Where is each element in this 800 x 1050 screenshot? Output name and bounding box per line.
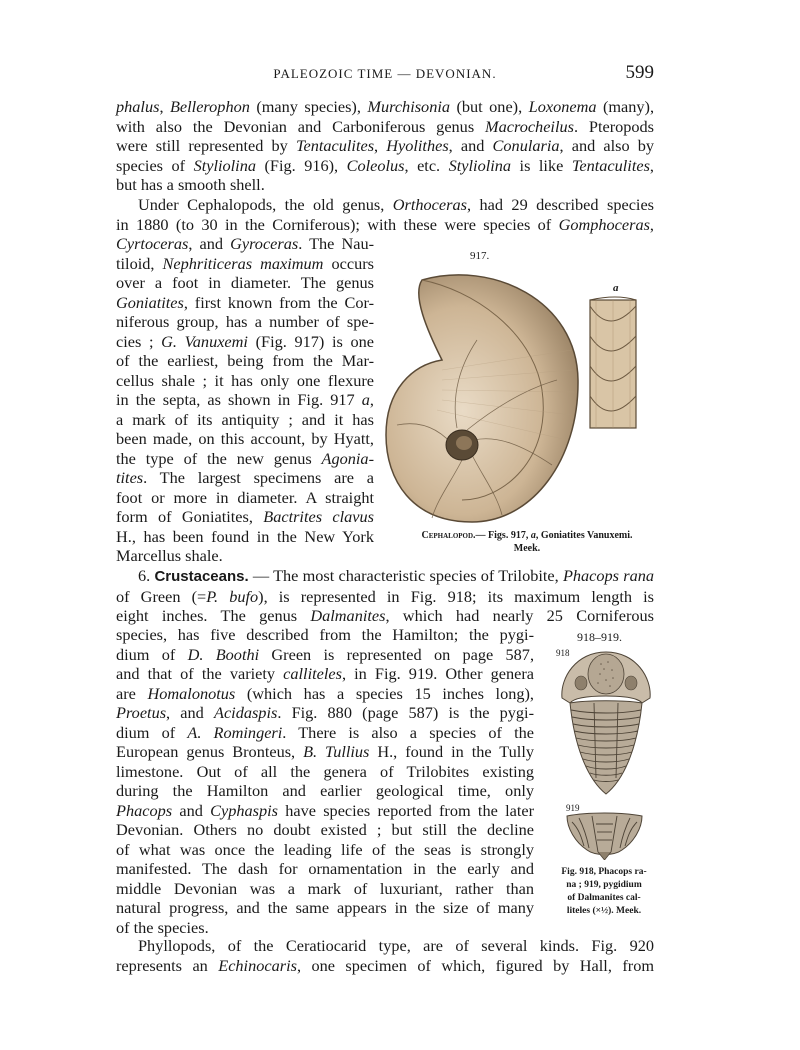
text-line: Proetus, and Acidaspis. Fig. 880 (page 587) is the pygi- bbox=[116, 703, 535, 722]
paragraph-cephalopods-column bbox=[116, 234, 374, 566]
paragraph-crustaceans-top bbox=[116, 566, 654, 626]
figure-918-919-number: 918–919. bbox=[577, 630, 622, 644]
text-line: are Homalonotus (which has a species 15 inches long), bbox=[116, 683, 534, 703]
text-line: Phacops and Cyphaspis have species reported from the later bbox=[116, 800, 534, 820]
trilobite-phacops-illustration bbox=[556, 648, 656, 798]
text-line: Phyllopods, of the Ceratiocarid type, are of several kinds. Fig. 920 bbox=[138, 936, 654, 955]
paragraph-phyllopods bbox=[116, 936, 654, 975]
text-line: with also the Devonian and Carboniferous genus Macrocheilus. Pteropods bbox=[116, 116, 655, 136]
text-line: Under Cephalopods, the old genus, Orthoceras, had 29 described species bbox=[138, 195, 655, 214]
text-line: over a foot in diameter. The genus bbox=[116, 273, 374, 292]
text-line: cellus shale ; it has only one flexure bbox=[116, 370, 374, 390]
text-line: of what was once the leading life of the seas is strongly bbox=[116, 839, 534, 859]
paragraph-cephalopods-top bbox=[116, 195, 654, 234]
text-line: eight inches. The genus Dalmanites, which had nearly 25 Corniferous bbox=[116, 606, 654, 625]
text-line: species of Styliolina (Fig. 916), Coleolus, etc. Styliolina is like Tentaculites, bbox=[116, 155, 654, 175]
text-line: in the septa, as shown in Fig. 917 a, bbox=[116, 390, 374, 409]
text-line: Goniatites, first known from the Cor- bbox=[116, 292, 374, 312]
text-line: natural progress, and the same appears in the size of many bbox=[116, 898, 534, 917]
text-line: of Green (=P. bufo), is represented in Fig. 918; its maximum length is bbox=[116, 586, 654, 606]
text-line: middle Devonian was a mark of luxuriant, rather than bbox=[116, 878, 534, 898]
running-head: PALEOZOIC TIME — DEVONIAN. bbox=[273, 66, 497, 81]
septa-section-illustration bbox=[588, 296, 638, 431]
text-line: foot or more in diameter. A straight bbox=[116, 487, 374, 507]
text-line: dium of A. Romingeri. There is also a species of the bbox=[116, 722, 534, 742]
text-line: niferous group, has a number of spe- bbox=[116, 312, 374, 331]
paragraph-crustaceans-column bbox=[116, 625, 534, 937]
text-line: phalus, Bellerophon (many species), Murchisonia (but one), Loxonema (many), bbox=[116, 97, 655, 116]
text-line: of the species. bbox=[116, 917, 209, 937]
text-line: in 1880 (to 30 in the Corniferous); with these were species of Gomphoceras, bbox=[116, 214, 654, 234]
text-line: a mark of its antiquity ; and it has bbox=[116, 409, 374, 429]
text-line: been made, on this account, by Hyatt, bbox=[116, 429, 374, 448]
text-line: H., has been found in the New York bbox=[116, 526, 374, 546]
text-line: tites. The largest specimens are a bbox=[116, 468, 374, 487]
text-line: and that of the variety calliteles, in Fig. 919. Other genera bbox=[116, 664, 534, 683]
figure-918-label: 918 bbox=[556, 648, 570, 658]
figure-918-919-caption: Fig. 918, Phacops ra- na ; 919, pygidium of Dalmanites cal- liteles (×½). Meek. bbox=[561, 867, 647, 916]
text-line: dium of D. Boothi Green is represented on page 587, bbox=[116, 644, 535, 664]
paragraph-gastropods bbox=[116, 97, 654, 195]
figure-919-label: 919 bbox=[566, 803, 580, 813]
goniatite-shell-illustration bbox=[382, 260, 582, 525]
text-line: were still represented by Tentaculites, Hyolithes, and Conularia, and also by bbox=[116, 136, 655, 155]
text-line: cies ; G. Vanuxemi (Fig. 917) is one bbox=[116, 331, 374, 351]
page-number: 599 bbox=[625, 62, 654, 83]
text-line: limestone. Out of all the genera of Trilobites existing bbox=[116, 761, 534, 781]
pygidium-dalmanites-illustration bbox=[562, 810, 647, 860]
text-line: the type of the new genus Agonia- bbox=[116, 448, 374, 468]
text-line: 6. Crustaceans. — The most characteristic species of Trilobite, Phacops rana bbox=[138, 566, 654, 585]
figure-917-caption: Cephalopod.— Figs. 917, a, Goniatites Vanuxemi. Meek. bbox=[421, 530, 633, 554]
text-line: Cyrtoceras, and Gyroceras. The Nau- bbox=[116, 234, 375, 253]
text-line: during the Hamilton and earlier geological time, only bbox=[116, 781, 534, 800]
figure-917-number: 917. bbox=[470, 250, 490, 262]
text-line: but has a smooth shell. bbox=[116, 175, 265, 194]
text-line: manifested. The dash for ornamentation in the early and bbox=[116, 859, 534, 878]
text-line: tiloid, Nephriticeras maximum occurs bbox=[116, 253, 374, 273]
text-line: Devonian. Others no doubt existed ; but still the decline bbox=[116, 820, 534, 839]
text-line: form of Goniatites, Bactrites clavus bbox=[116, 507, 374, 526]
text-line: of the earliest, being from the Mar- bbox=[116, 351, 374, 370]
text-line: species, has five described from the Hamilton; the pygi- bbox=[116, 625, 534, 644]
text-line: Marcellus shale. bbox=[116, 546, 223, 565]
page-header bbox=[116, 62, 654, 86]
text-line: European genus Bronteus, B. Tullius H., found in the Tully bbox=[116, 742, 534, 761]
figure-917a-label: a bbox=[613, 282, 619, 294]
text-line: represents an Echinocaris, one specimen of which, figured by Hall, from bbox=[116, 955, 654, 975]
